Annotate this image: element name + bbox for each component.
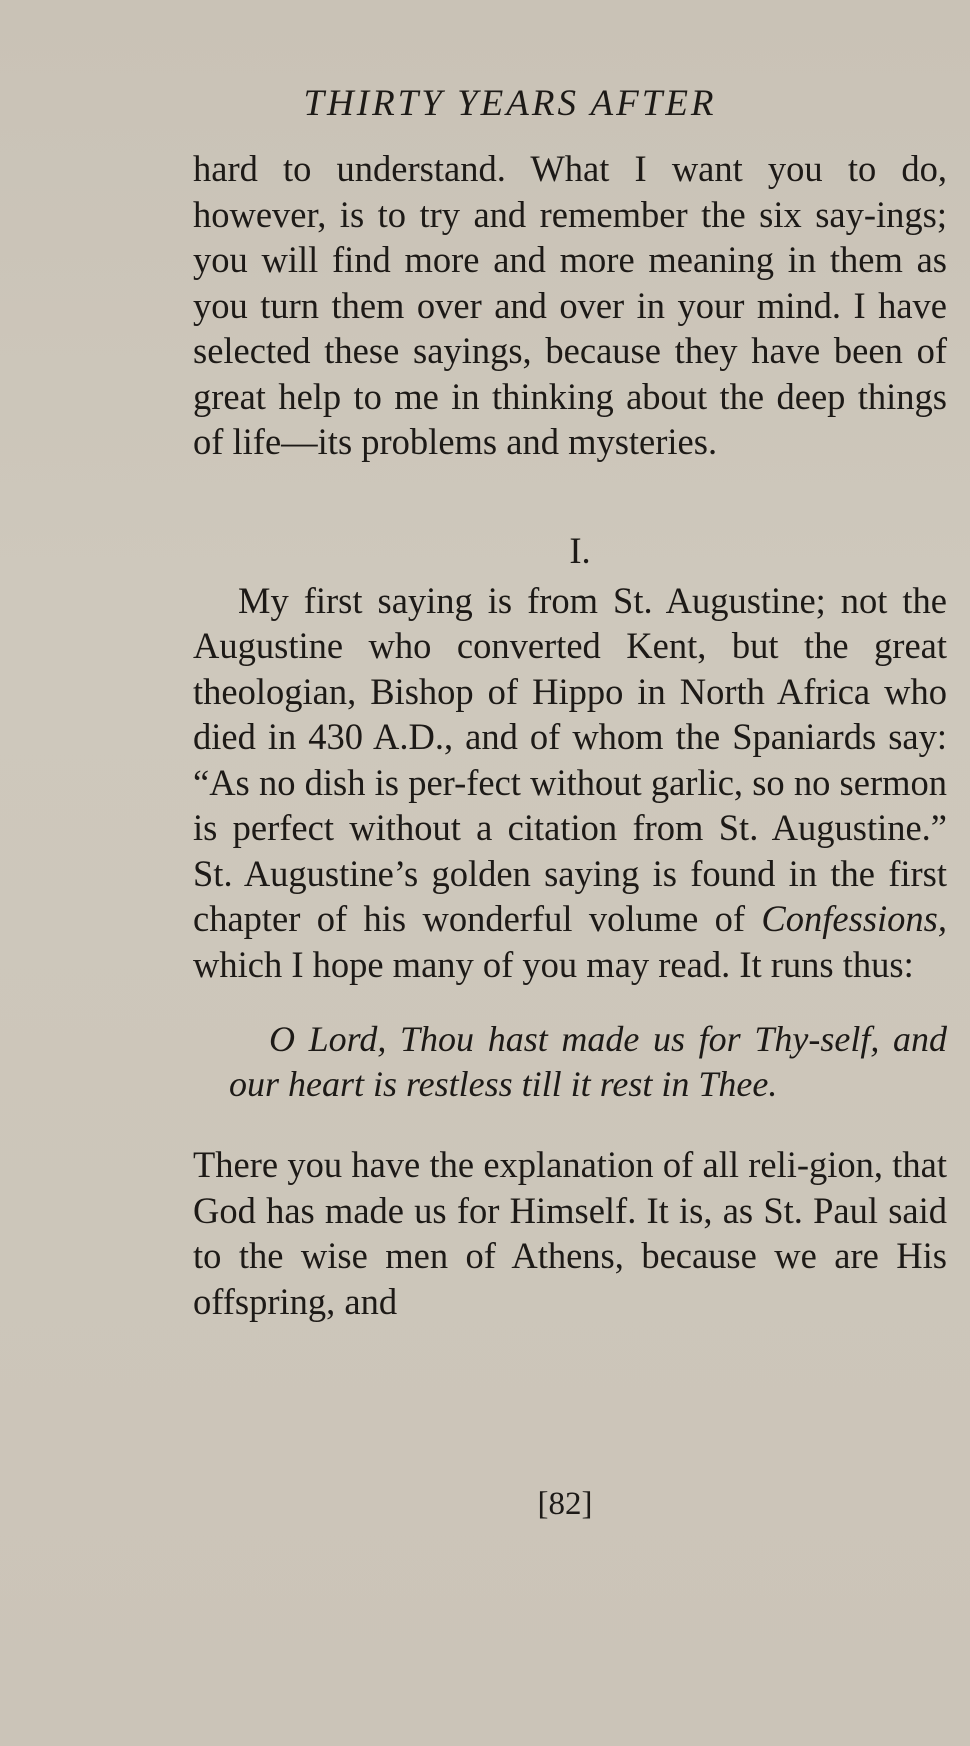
paragraph-text-before-title: My first saying is from St. Augustine; not the Augustine who converted Kent, but the great theologian, Bishop of Hippo in North Africa who died in 430 A.D., and of whom the Spaniards say: “As no dish is per-fect without garlic, so no sermon is perfect without a citation from St. Augustine.” St. Augustine’s golden saying is found in the first chapter of his wonderful volume of: [193, 579, 947, 939]
paragraph-explanation: There you have the explanation of all reli-gion, that God has made us for Himself. It is, as St. Paul said to the wise men of Athens, because we are His offspring, and: [193, 1144, 947, 1322]
section-number: I.: [569, 529, 591, 571]
paragraph-continuation: hard to understand. What I want you to do, however, is to try and remember the six say-ings; you will find more and more meaning in them as you turn them over and over in your mind. I have selected these sayings, because they have been of great help to me in thinking about the deep things of life—its problems and mysteries.: [193, 148, 947, 462]
paragraph-augustine: [193, 578, 947, 988]
block-quotation: O Lord, Thou hast made us for Thy-self, and our heart is restless till it rest in Thee.: [229, 1019, 947, 1104]
running-head: THIRTY YEARS AFTER: [303, 83, 717, 124]
book-title: Confessions,: [761, 898, 947, 939]
body-text: [193, 146, 947, 1324]
page-number: [82]: [537, 1486, 593, 1522]
paragraph-text-after-title: which I hope many of you may read. It runs thus:: [193, 943, 914, 985]
